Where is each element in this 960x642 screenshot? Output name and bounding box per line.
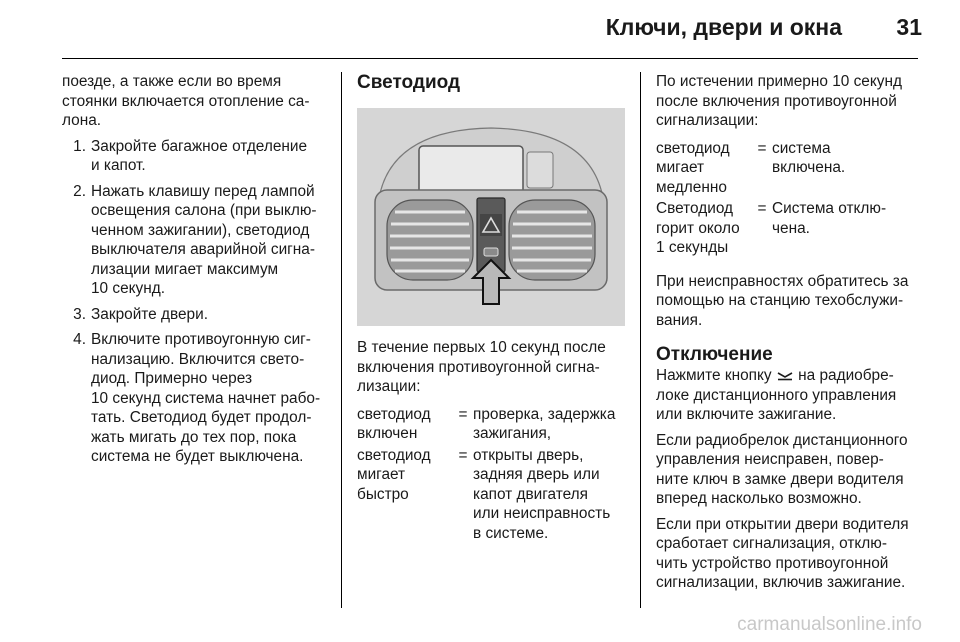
intro-text: поезде, а также если во время стоянки включается отопление са- лона. [62,73,310,129]
intro-text: По истечении примерно 10 секунд после включения противоугонной сигнализации: [656,73,902,129]
disable-paragraph-3: Если при открытии двери водителя сработает сигнализация, отклю- чить устройство противоугонной сигнализации, включив зажигание. [656,515,909,591]
definition-term: светодиод мигает быстро [357,446,431,503]
definition-term: Светодиод горит около 1 секунды [656,200,740,256]
list-text: Закройте двери. [91,305,208,323]
list-item [62,137,332,176]
disable-paragraph-1 [656,366,922,425]
disable-paragraph-2: Если радиобрелок дистанционного управления неисправен, повер- ните ключ в замке двери водителя вперед насколько возможно. [656,431,908,507]
definition-desc: Система отклю- чена. [772,200,887,237]
header-divider [62,58,918,59]
page-title: Ключи, двери и окна [605,14,842,40]
caption-text: В течение первых 10 секунд после включения противоугонной сигна- лизации: [357,339,606,395]
list-number: 2. [73,182,86,200]
list-text: Нажать клавишу перед лампой освещения салона (при выклю- ченном зажигании), светодиод выключателя аварийной сигна- лизации мигает максимум 10 секунд. [91,182,317,297]
list-number: 1. [73,137,86,155]
list-text: Закройте багажное отделение и капот. [91,137,308,174]
definition-row [656,199,922,258]
list-number: 3. [73,305,86,323]
column-left [62,72,332,467]
section-heading-disable: Отключение [656,344,773,365]
section-heading-led: Светодиод [357,72,461,93]
list-item [62,182,332,299]
column-divider-1 [341,72,342,608]
list-text: Включите противоугонную сиг- нализацию. Включится свето- диод. Примерно через 10 секунд система начнет рабо- тать. Светодиод будет продол- жать мигать до тех пор, пока система не будет выключена. [91,331,321,465]
list-number: 4. [73,331,86,348]
watermark: carmanualsonline.info [737,614,922,635]
definition-equals: = [458,405,468,423]
definition-term: светодиод включен [357,405,431,442]
fault-text: При неисправностях обратитесь за помощью на станцию техобслужи- вания. [656,272,909,329]
definition-desc: проверка, задержка зажигания, [473,405,616,442]
list-item [62,305,332,325]
column-middle [357,72,625,543]
definition-row [357,446,625,544]
page-header [0,14,960,54]
definition-equals: = [458,446,468,464]
definition-equals: = [757,139,767,157]
list-item [62,330,332,467]
paragraph-text: на радиобре- локе дистанционного управления или включите зажигание. [656,367,897,423]
definition-term: светодиод мигает медленно [656,139,730,196]
dashboard-hazard-switch-illustration [357,108,625,326]
definition-desc: открыты дверь, задняя дверь или капот двигателя или неисправность в системе. [473,446,611,542]
definition-equals: = [757,200,767,217]
column-divider-2 [640,72,641,608]
definition-desc: система включена. [772,139,846,176]
paragraph-text: Нажмите кнопку [656,367,776,384]
column-right [656,72,922,593]
definition-row [357,405,625,444]
unlock-button-icon [776,371,794,381]
page-number: 31 [896,14,922,40]
definition-row [656,139,922,198]
